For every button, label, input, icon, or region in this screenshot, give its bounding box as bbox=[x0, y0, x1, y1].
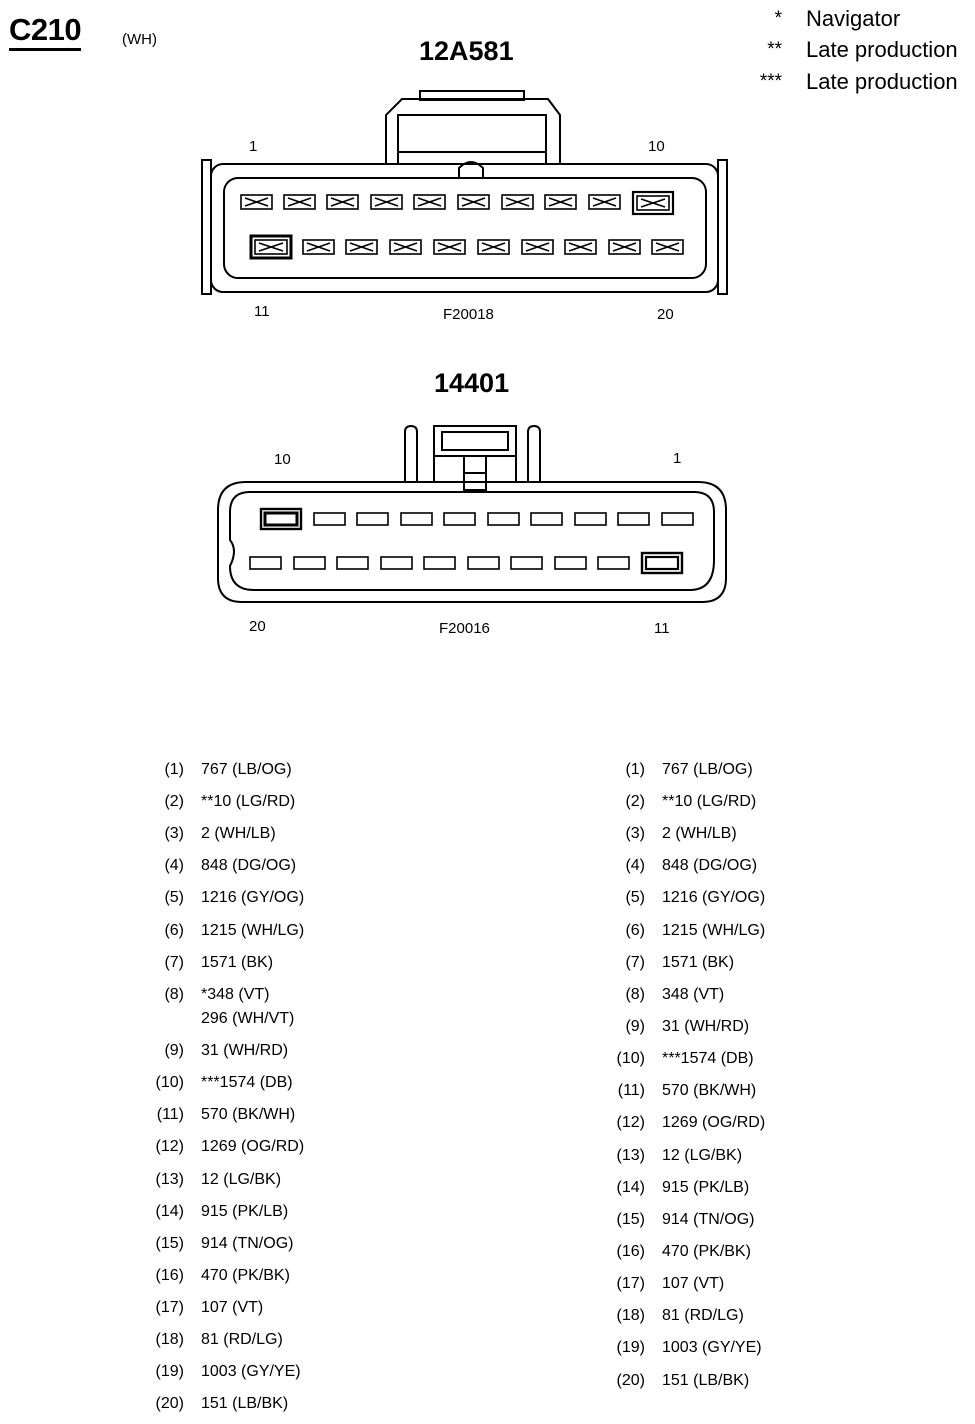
pin-wire: 1269 (OG/RD) bbox=[201, 1138, 305, 1155]
pin-number: (17) bbox=[155, 1299, 184, 1316]
pin-wire: 81 (RD/LG) bbox=[201, 1331, 283, 1348]
connector-a-pin-label-1: 1 bbox=[249, 138, 258, 155]
pin-wire: 296 (WH/VT) bbox=[201, 1010, 295, 1027]
pin-wire: 470 (PK/BK) bbox=[201, 1267, 290, 1284]
pin-number: (13) bbox=[616, 1147, 645, 1164]
pin-wire: 570 (BK/WH) bbox=[201, 1106, 296, 1123]
pin-number: (4) bbox=[625, 857, 645, 874]
pin-number: (5) bbox=[625, 889, 645, 906]
connector-a-pin-label-20: 20 bbox=[657, 306, 674, 323]
pin-number: (9) bbox=[164, 1042, 184, 1059]
pin-wire: **10 (LG/RD) bbox=[662, 793, 757, 810]
legend-mark: *** bbox=[759, 71, 782, 92]
pin-number: (18) bbox=[616, 1307, 645, 1324]
pin-wire: 1215 (WH/LG) bbox=[201, 922, 305, 939]
pin-wire: 1003 (GY/YE) bbox=[662, 1339, 762, 1356]
connector-b-part-number: 14401 bbox=[434, 368, 510, 398]
connector-diagrams bbox=[0, 0, 975, 700]
pin-number: (19) bbox=[616, 1339, 645, 1356]
pin-number: (1) bbox=[625, 761, 645, 778]
pin-wire: 767 (LB/OG) bbox=[201, 761, 292, 778]
pin-wire: 151 (LB/BK) bbox=[662, 1372, 750, 1389]
pin-wire: 848 (DG/OG) bbox=[201, 857, 297, 874]
pin-wire: 767 (LB/OG) bbox=[662, 761, 753, 778]
pin-wire: 1571 (BK) bbox=[201, 954, 274, 971]
pin-wire: 1216 (GY/OG) bbox=[662, 889, 766, 906]
pin-number: (20) bbox=[616, 1372, 645, 1389]
pin-wire: 107 (VT) bbox=[662, 1275, 725, 1292]
legend-mark: * bbox=[774, 8, 782, 29]
pin-number: (9) bbox=[625, 1018, 645, 1035]
pin-number: (14) bbox=[155, 1203, 184, 1220]
pin-wire: 914 (TN/OG) bbox=[662, 1211, 755, 1228]
pin-number: (11) bbox=[156, 1106, 184, 1123]
pin-number: (12) bbox=[616, 1114, 645, 1131]
pin-number: (13) bbox=[155, 1171, 184, 1188]
pin-wire: 2 (WH/LB) bbox=[201, 825, 276, 842]
pin-wire: ***1574 (DB) bbox=[662, 1050, 754, 1067]
connector-title: C210 bbox=[9, 12, 81, 51]
legend-text: Late production bbox=[806, 69, 958, 94]
connector-b-pin-label-10: 10 bbox=[274, 451, 291, 468]
pin-number: (10) bbox=[616, 1050, 645, 1067]
pin-number: (5) bbox=[164, 889, 184, 906]
pin-number: (10) bbox=[155, 1074, 184, 1091]
pin-wire: 31 (WH/RD) bbox=[662, 1018, 750, 1035]
pin-wire: 348 (VT) bbox=[662, 986, 725, 1003]
legend-text: Late production bbox=[806, 37, 958, 62]
pin-number: (3) bbox=[625, 825, 645, 842]
pin-wire: 12 (LG/BK) bbox=[201, 1171, 282, 1188]
pin-number: (12) bbox=[155, 1138, 184, 1155]
connector-a-pin-label-10: 10 bbox=[648, 138, 665, 155]
legend-mark: ** bbox=[767, 39, 782, 60]
pin-number: (6) bbox=[625, 922, 645, 939]
pin-wire: 81 (RD/LG) bbox=[662, 1307, 744, 1324]
pin-number: (2) bbox=[164, 793, 184, 810]
pin-number: (8) bbox=[625, 986, 645, 1003]
pin-wire: 570 (BK/WH) bbox=[662, 1082, 757, 1099]
pin-wire: 151 (LB/BK) bbox=[201, 1395, 289, 1412]
pin-number: (7) bbox=[164, 954, 184, 971]
pin-number: (3) bbox=[164, 825, 184, 842]
pin-number: (6) bbox=[164, 922, 184, 939]
pin-number: (19) bbox=[155, 1363, 184, 1380]
pin-number: (8) bbox=[164, 986, 184, 1003]
pin-number: (16) bbox=[155, 1267, 184, 1284]
pin-wire: 12 (LG/BK) bbox=[662, 1147, 743, 1164]
pin-wire: 1571 (BK) bbox=[662, 954, 735, 971]
connector-b-pin-label-11: 11 bbox=[654, 620, 670, 637]
pin-wire: 915 (PK/LB) bbox=[662, 1179, 750, 1196]
pin-wire: 914 (TN/OG) bbox=[201, 1235, 294, 1252]
pin-number: (2) bbox=[625, 793, 645, 810]
connector-a-figure-code: F20018 bbox=[443, 306, 494, 323]
pin-number: (17) bbox=[616, 1275, 645, 1292]
legend-text: Navigator bbox=[806, 6, 901, 31]
connector-b-pin-label-20: 20 bbox=[249, 618, 266, 635]
pin-wire: 915 (PK/LB) bbox=[201, 1203, 289, 1220]
connector-b-pin-label-1: 1 bbox=[673, 450, 682, 467]
pin-number: (16) bbox=[616, 1243, 645, 1260]
pin-wire: 2 (WH/LB) bbox=[662, 825, 737, 842]
connector-a-cavities bbox=[241, 192, 683, 258]
pin-wire: *348 (VT) bbox=[201, 986, 270, 1003]
pin-number: (14) bbox=[616, 1179, 645, 1196]
connector-a-part-number: 12A581 bbox=[419, 36, 514, 66]
pin-number: (11) bbox=[617, 1082, 645, 1099]
pin-number: (1) bbox=[164, 761, 184, 778]
pin-wire: 31 (WH/RD) bbox=[201, 1042, 289, 1059]
connector-color-code: (WH) bbox=[122, 31, 157, 48]
pin-wire: 107 (VT) bbox=[201, 1299, 264, 1316]
connector-b-cavities bbox=[250, 509, 693, 573]
pin-wire: 1003 (GY/YE) bbox=[201, 1363, 301, 1380]
pin-number: (18) bbox=[155, 1331, 184, 1348]
pin-wire: 848 (DG/OG) bbox=[662, 857, 758, 874]
pin-number: (20) bbox=[155, 1395, 184, 1412]
pin-number: (7) bbox=[625, 954, 645, 971]
pin-number: (15) bbox=[155, 1235, 184, 1252]
pin-wire: 1216 (GY/OG) bbox=[201, 889, 305, 906]
pin-wire: **10 (LG/RD) bbox=[201, 793, 296, 810]
pin-wire: 1269 (OG/RD) bbox=[662, 1114, 766, 1131]
connector-b-figure-code: F20016 bbox=[439, 620, 490, 637]
pin-number: (15) bbox=[616, 1211, 645, 1228]
pin-number: (4) bbox=[164, 857, 184, 874]
pin-wire: 470 (PK/BK) bbox=[662, 1243, 751, 1260]
pin-wire: 1215 (WH/LG) bbox=[662, 922, 766, 939]
connector-a-pin-label-11: 11 bbox=[254, 303, 270, 320]
pin-wire: ***1574 (DB) bbox=[201, 1074, 293, 1091]
